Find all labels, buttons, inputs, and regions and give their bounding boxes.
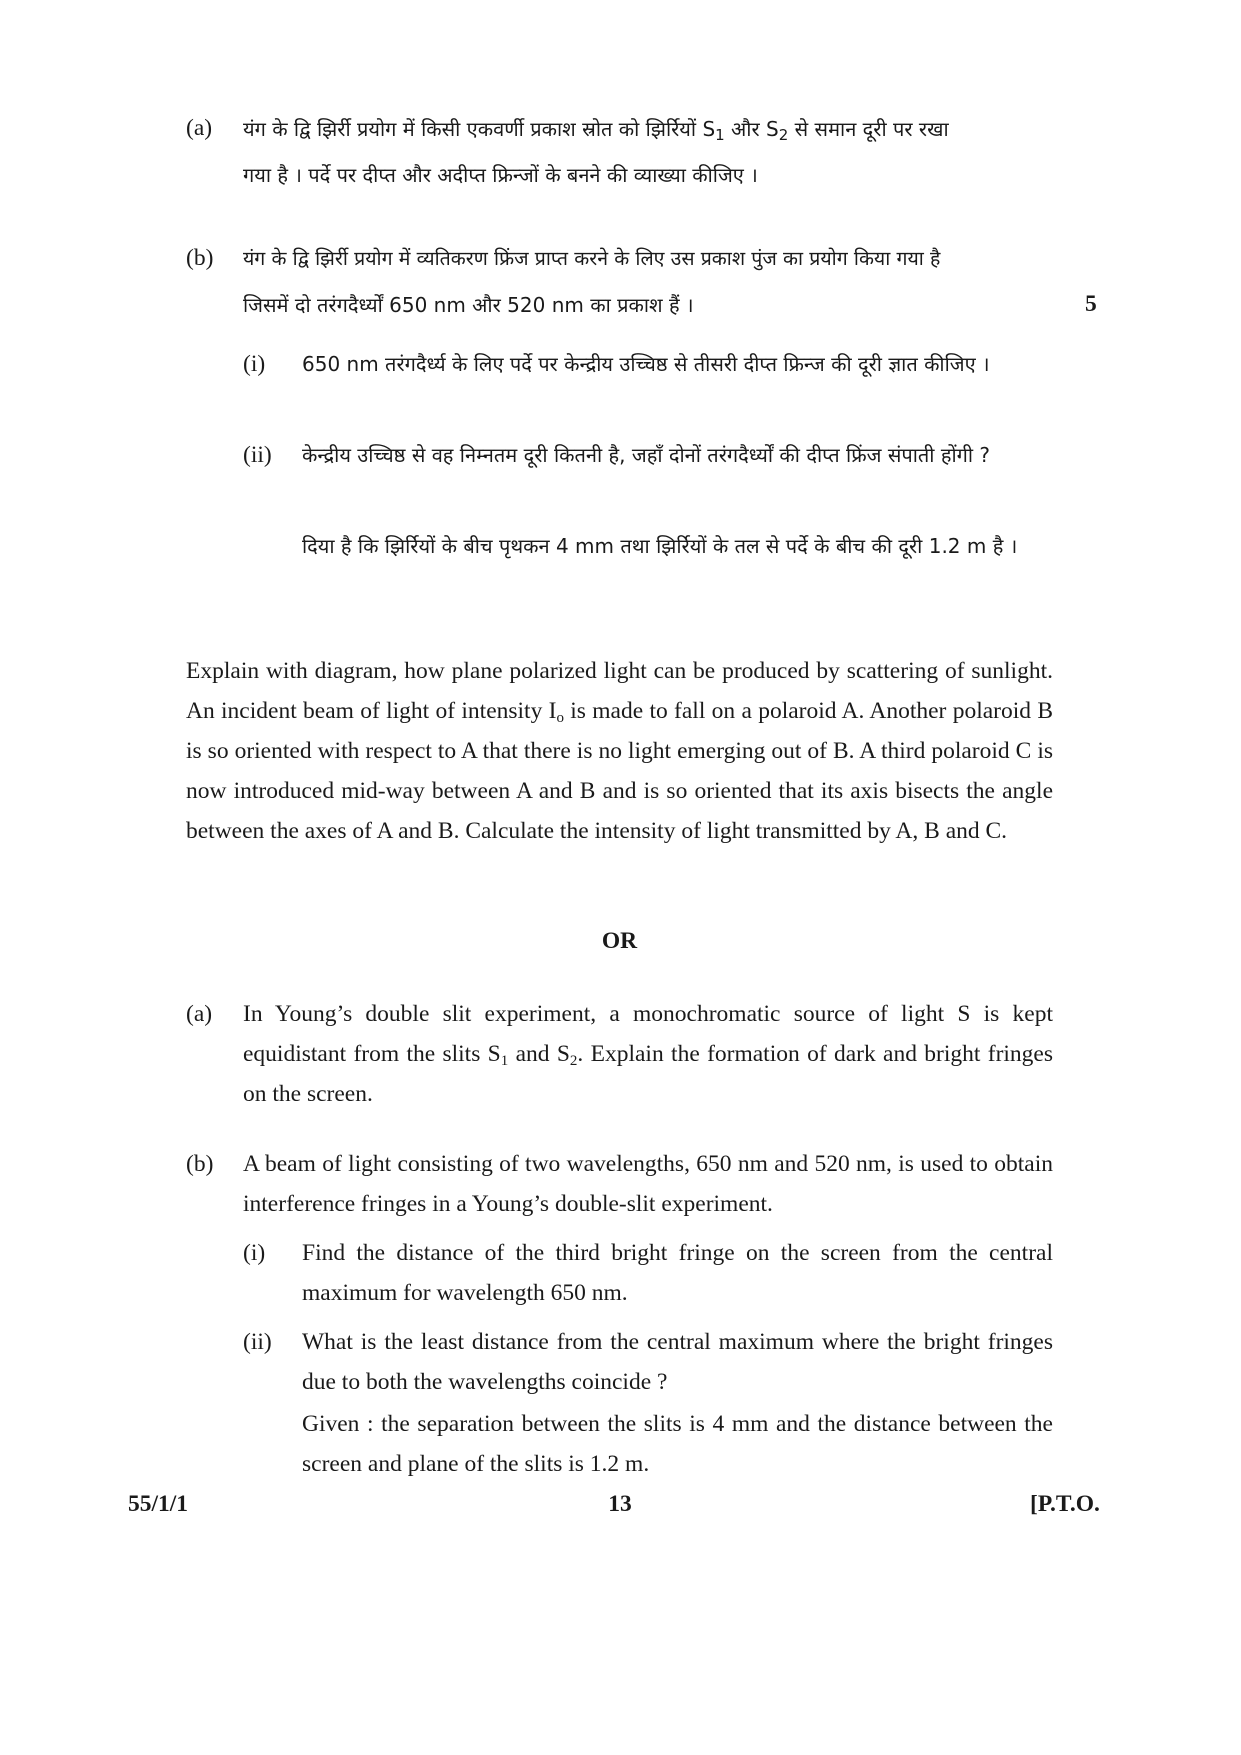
english-part-a-text: In Young’s double slit experiment, a monochromatic source of light S is kept equidistant from the slits $S_1$ and $S_2$. Explain the formation of dark and bright fringes on the screen. bbox=[243, 1001, 1054, 1107]
marks: 5 bbox=[1085, 291, 1097, 317]
hindi-given-text: दिया है कि झिर्रियों के बीच पृथकन 4 mm तथा झिर्रियों के तल से पर्दे के बीच की दूरी 1.2 m है । bbox=[302, 534, 1018, 558]
english-part-bii-text: What is the least distance from the central maximum where the bright fringes due to both the wavelengths coincide ? bbox=[302, 1329, 1053, 1395]
english-part-b-label: (b) bbox=[186, 1151, 214, 1177]
hindi-part-bii-label: (ii) bbox=[243, 442, 272, 468]
hindi-part-bi-label: (i) bbox=[243, 351, 266, 377]
hindi-part-bii-text: केन्द्रीय उच्चिष्ठ से वह निम्नतम दूरी कितनी है, जहाँ दोनों तरंगदैर्ध्यों की दीप्त फ्रिंज संपाती होंगी ? bbox=[302, 443, 991, 467]
english-part-b-text: A beam of light consisting of two wavelengths, 650 nm and 520 nm, is used to obtain interference fringes in a Young’s double-slit experiment. bbox=[243, 1151, 1053, 1217]
hindi-part-a-line1: यंग के द्वि झिर्री प्रयोग में किसी एकवर्णी प्रकाश स्रोत को झिर्रियों $S_1$ और $S_2$ से समान दूरी पर रखा bbox=[243, 117, 949, 144]
hindi-part-b-text bbox=[243, 236, 1055, 328]
english-part-a-label: (a) bbox=[186, 1001, 213, 1027]
hindi-part-bi-text: 650 nm तरंगदैर्ध्य के लिए पर्दे पर केन्द्रीय उच्चिष्ठ से तीसरी दीप्त फ्रिन्ज की दूरी ज्ञात कीजिए । bbox=[302, 352, 990, 376]
page-number: 13 bbox=[608, 1491, 632, 1517]
english-given-text: Given : the separation between the slits is 4 mm and the distance between the screen and plane of the slits is 1.2 m. bbox=[302, 1411, 1053, 1477]
or-separator: OR bbox=[601, 928, 638, 954]
hindi-part-a-text bbox=[243, 106, 1053, 198]
english-part-bi-label: (i) bbox=[243, 1240, 266, 1266]
hindi-part-a-label: (a) bbox=[186, 115, 213, 141]
pto-marker: [P.T.O. bbox=[1030, 1491, 1100, 1517]
english-part-bii-label: (ii) bbox=[243, 1329, 272, 1355]
english-question: Explain with diagram, how plane polarized light can be produced by scattering of sunlight. An incident beam of light of intensity $I_o$ is made to fall on a polaroid A. Another polaroid B is so oriented with respect to A that there is no light emerging out of B. A third polaroid C is now introduced mid-way between A and B and is so oriented that its axis bisects the angle between the axes of A and B. Calculate the intensity of light transmitted by A, B and C. bbox=[186, 658, 1053, 844]
hindi-part-b-line2: जिसमें दो तरंगदैर्ध्यों 650 nm और 520 nm का प्रकाश हैं । bbox=[243, 293, 694, 317]
hindi-part-b-line1: यंग के द्वि झिर्री प्रयोग में व्यतिकरण फ्रिंज प्राप्त करने के लिए उस प्रकाश पुंज का प्रयोग किया गया है bbox=[243, 247, 941, 270]
paper-code: 55/1/1 bbox=[128, 1491, 189, 1517]
hindi-part-a-line2: गया है । पर्दे पर दीप्त और अदीप्त फ्रिन्जों के बनने की व्याख्या कीजिए । bbox=[243, 163, 758, 187]
english-part-bi-text: Find the distance of the third bright fringe on the screen from the central maximum for wavelength 650 nm. bbox=[302, 1240, 1053, 1306]
hindi-part-b-label: (b) bbox=[186, 245, 214, 271]
